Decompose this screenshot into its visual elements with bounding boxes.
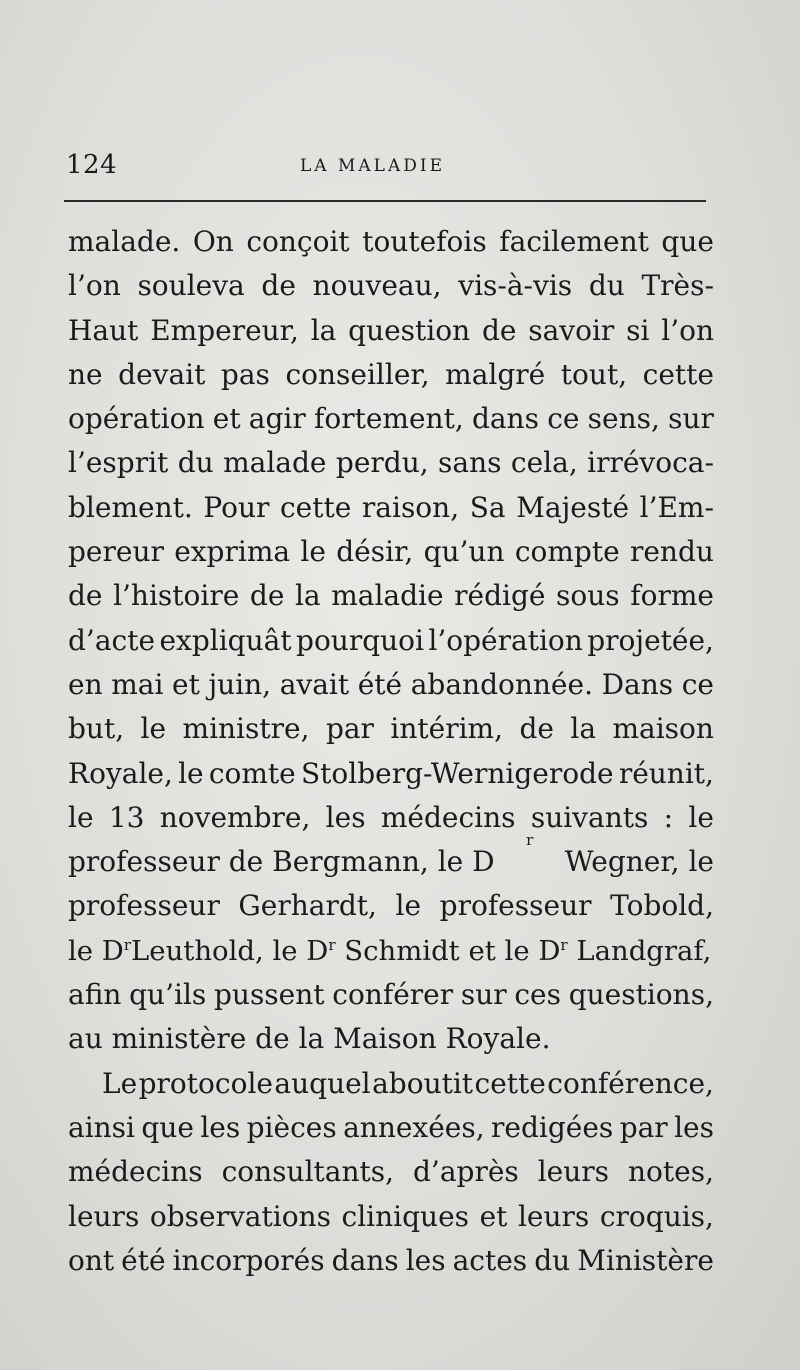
word: professeur	[68, 889, 220, 923]
text-line	[68, 752, 714, 796]
text-line	[68, 973, 714, 1017]
text-segment: Leuthold, le D	[131, 934, 329, 967]
word: maison	[612, 712, 714, 746]
text-line	[68, 441, 714, 485]
word: irrévoca-	[587, 446, 714, 480]
word: actes	[452, 1243, 528, 1277]
word: abandonnée.	[410, 667, 593, 701]
word: pièces	[246, 1110, 337, 1144]
word: 13	[108, 800, 145, 834]
word: Le	[102, 1066, 138, 1100]
word: ce	[681, 667, 714, 701]
word: rendu	[629, 535, 714, 569]
word: ce	[547, 402, 580, 436]
word: le	[140, 712, 167, 746]
word: pereur	[68, 535, 164, 569]
word: exprima	[174, 535, 291, 569]
word: notes,	[627, 1155, 714, 1189]
word: vis-à-vis	[458, 269, 573, 303]
word: comte	[208, 756, 296, 790]
word: l’histoire	[113, 579, 240, 613]
word: malgré	[445, 357, 546, 391]
word: fortement,	[313, 402, 464, 436]
word: Sa	[469, 490, 506, 524]
text-line	[68, 707, 714, 751]
word: pas	[220, 357, 270, 391]
word: suivants	[530, 800, 649, 834]
word: de	[68, 579, 103, 613]
word: été	[121, 1243, 166, 1277]
body-text	[68, 220, 714, 1283]
word: Tobold,	[610, 889, 714, 923]
word: médecins	[68, 1155, 203, 1189]
word: pussent	[213, 978, 325, 1012]
word: sur	[460, 978, 507, 1012]
text-segment: professeur de Bergmann, le D	[68, 845, 495, 879]
text-line	[68, 353, 714, 397]
superscript: r	[123, 935, 132, 954]
word: aboutit	[372, 1066, 474, 1100]
word: l’on	[68, 269, 121, 303]
text-line	[68, 397, 714, 441]
text-line	[68, 486, 714, 530]
word: cela,	[510, 446, 578, 480]
word: Pour	[203, 490, 270, 524]
word: toutefois	[362, 225, 487, 258]
word: avait	[279, 667, 350, 701]
word: du	[177, 446, 214, 480]
word: malade.	[68, 225, 181, 258]
word: projetée,	[587, 623, 714, 657]
text-line	[68, 574, 714, 618]
word: de	[261, 269, 296, 303]
word: de	[481, 313, 517, 347]
word: agir	[248, 402, 306, 436]
page-header	[66, 146, 706, 186]
word: raison,	[361, 490, 460, 524]
word: cliniques	[341, 1199, 470, 1233]
word: d’acte	[68, 623, 156, 657]
text-segment: Schmidt et le D	[335, 934, 561, 967]
text-line	[68, 619, 714, 663]
word: question	[348, 313, 471, 347]
text-line	[68, 264, 714, 308]
word: Empereur,	[150, 313, 299, 347]
word: but,	[68, 712, 125, 746]
word: juin,	[208, 667, 272, 701]
superscript: r	[328, 935, 336, 954]
word: qu’un	[423, 535, 505, 569]
word: Haut	[68, 313, 139, 347]
word: été	[357, 667, 403, 701]
word: et	[479, 1199, 508, 1233]
word: les	[200, 1110, 241, 1144]
word: maladie	[331, 579, 444, 613]
word: malade	[223, 446, 327, 480]
word: redigées	[491, 1110, 614, 1144]
word: la	[294, 579, 321, 613]
paragraph-start-line	[68, 1062, 714, 1106]
word: et	[212, 402, 241, 436]
word: facilement	[499, 225, 649, 258]
word: médecins	[380, 800, 516, 834]
word: sans	[438, 446, 502, 480]
superscript: r	[560, 935, 568, 954]
word: cette	[642, 357, 714, 391]
word: les	[405, 1243, 446, 1277]
word: opération	[68, 402, 205, 436]
word: On	[192, 225, 234, 258]
word: cette	[279, 490, 352, 524]
word: la	[570, 712, 597, 746]
word: le	[395, 889, 422, 923]
word: ministre,	[182, 712, 310, 746]
word: le	[68, 800, 94, 834]
text-line-with-superscript	[68, 831, 714, 884]
word: du	[588, 269, 625, 303]
text-line	[68, 663, 714, 707]
word: forme	[630, 579, 714, 613]
word: sur	[668, 402, 714, 436]
word: devait	[118, 357, 206, 391]
word: tout,	[560, 357, 628, 391]
word: d’après	[413, 1155, 519, 1189]
word: de	[249, 579, 285, 613]
word: la	[310, 313, 337, 347]
word: leurs	[517, 1199, 590, 1233]
word: sens,	[587, 402, 660, 436]
word: Royale,	[68, 756, 173, 790]
header-rule	[64, 200, 706, 202]
word: conçoit	[246, 225, 350, 258]
word: et	[172, 667, 200, 701]
word: observations	[149, 1199, 331, 1233]
word: consultants,	[221, 1155, 395, 1189]
text-line	[68, 1239, 714, 1283]
running-head: LA MALADIE	[300, 156, 445, 176]
word: que	[141, 1110, 194, 1144]
word: questions,	[568, 978, 714, 1012]
word: intérim,	[390, 712, 503, 746]
text-line	[68, 220, 714, 264]
word: afin	[68, 978, 122, 1012]
word: rédigé	[454, 579, 546, 613]
word: le	[688, 800, 714, 834]
word: par	[619, 1110, 668, 1144]
word: professeur	[439, 889, 592, 923]
word: l’opération	[428, 623, 583, 657]
word: du	[534, 1243, 571, 1277]
word: perdu,	[335, 446, 429, 480]
word: Très-	[641, 269, 714, 303]
text-line	[68, 1195, 714, 1239]
word: ces	[514, 978, 561, 1012]
word: dans	[471, 402, 539, 436]
word: Majesté	[516, 490, 630, 524]
text-segment: le D	[68, 934, 124, 967]
word: Ministère	[577, 1243, 714, 1277]
word: protocole	[138, 1066, 273, 1100]
text-line	[68, 884, 714, 928]
word: incorporés	[172, 1243, 325, 1277]
word: compte	[514, 535, 620, 569]
text-line	[68, 309, 714, 353]
word: novembre,	[159, 800, 311, 834]
word: souleva	[137, 269, 245, 303]
word: conférer	[332, 978, 454, 1012]
word: dans	[331, 1243, 399, 1277]
text-line	[68, 530, 714, 574]
page-number: 124	[66, 150, 118, 180]
text-line	[68, 1150, 714, 1194]
word: Gerhardt,	[238, 889, 377, 923]
word: désir,	[336, 535, 414, 569]
word: ont	[68, 1243, 115, 1277]
text-line	[68, 1106, 714, 1150]
word: Dans	[601, 667, 674, 701]
word: le	[178, 756, 204, 790]
word: ainsi	[68, 1110, 136, 1144]
word: nouveau,	[312, 269, 442, 303]
word: leurs	[537, 1155, 610, 1189]
word: mai	[111, 667, 164, 701]
word: ne	[68, 357, 103, 391]
word: le	[300, 535, 326, 569]
word: l’Em-	[639, 490, 714, 524]
word: par	[325, 712, 374, 746]
word: que	[661, 225, 714, 258]
text-line	[68, 796, 714, 840]
word: réunit,	[618, 756, 714, 790]
word: auquel	[274, 1066, 371, 1100]
word: en	[68, 667, 103, 701]
word: pourquoi	[296, 623, 424, 657]
text-line: au ministère de la Maison Royale.	[68, 1022, 551, 1056]
word: si	[626, 313, 650, 347]
word: les	[325, 800, 366, 834]
word: annexées,	[343, 1110, 485, 1144]
word: l’esprit	[68, 446, 169, 480]
word: croquis,	[599, 1199, 714, 1233]
text-segment: Landgraf,	[567, 934, 712, 967]
word: qu’ils	[129, 978, 207, 1012]
superscript: r	[526, 831, 534, 850]
text-segment: Wegner, le	[564, 845, 714, 879]
word: Stolberg-Wernigerode	[300, 756, 614, 790]
word: blement.	[68, 490, 193, 524]
word: conseiller,	[285, 357, 430, 391]
word: cette	[474, 1066, 546, 1100]
word: leurs	[68, 1199, 140, 1233]
word: :	[663, 800, 674, 834]
text-line-with-superscript	[68, 929, 714, 973]
word: les	[674, 1110, 714, 1144]
word: sous	[556, 579, 620, 613]
word: savoir	[528, 313, 615, 347]
word: de	[519, 712, 554, 746]
word: conférence,	[547, 1066, 714, 1100]
word: expliquât	[159, 623, 292, 657]
word: l’on	[661, 313, 714, 347]
